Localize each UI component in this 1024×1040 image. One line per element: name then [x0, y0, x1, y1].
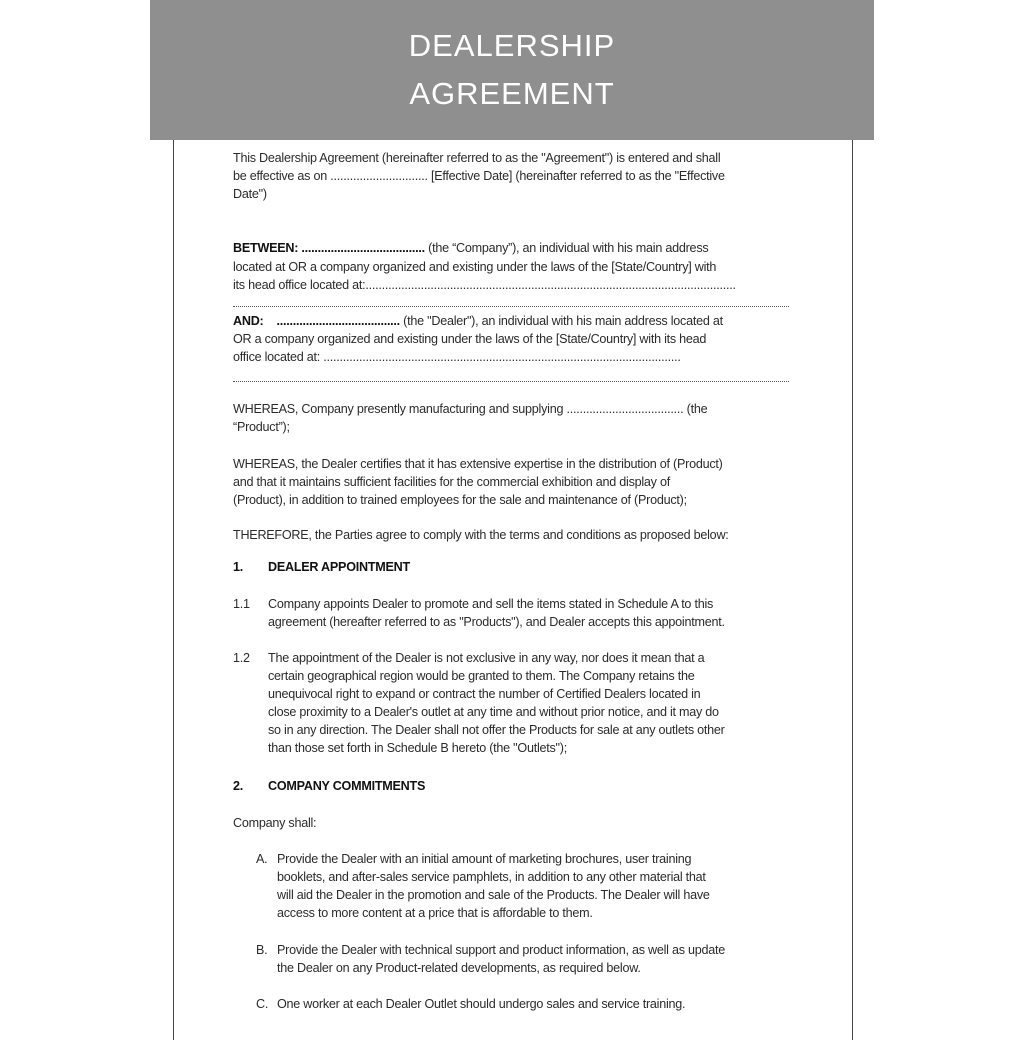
dotted-fill-line [233, 306, 789, 307]
line-text: access to more content at a price that is affordable to them. [277, 906, 593, 920]
bold-party-label: AND: ...................................... [233, 314, 400, 328]
line-text: One worker at each Dealer Outlet should undergo sales and service training. [277, 997, 686, 1011]
numbered-clause-line [256, 996, 685, 1012]
line-text: its head office located at:.................................................................................................................. [233, 278, 736, 292]
document-text-line [233, 259, 716, 275]
section-heading [233, 559, 410, 575]
line-text: Date") [233, 187, 267, 201]
line-text: COMPANY COMMITMENTS [268, 779, 426, 793]
title-line-2: AGREEMENT [409, 76, 615, 111]
document-text-line [233, 401, 707, 417]
clause-number: 1. [233, 560, 244, 574]
clause-number: C. [256, 997, 269, 1011]
line-text: Company appoints Dealer to promote and sell the items stated in Schedule A to this [268, 597, 714, 611]
document-text-line [233, 474, 670, 490]
document-text-line [233, 331, 706, 347]
document-text-line [268, 722, 725, 738]
line-text: be effective as on .............................. [Effective Date] (hereinafter referred to as the "Effective [233, 169, 725, 183]
line-text: WHEREAS, Company presently manufacturing and supplying .................................... (the [233, 402, 708, 416]
document-text-line [268, 614, 725, 630]
clause-number: 1.2 [233, 651, 250, 665]
line-text: (the “Company”), an individual with his main address [424, 241, 709, 255]
line-text: Provide the Dealer with an initial amount of marketing brochures, user training [277, 852, 692, 866]
document-text-line [268, 668, 694, 684]
section-heading [233, 778, 425, 794]
bold-party-label: BETWEEN: ...................................... [233, 241, 425, 255]
line-text: agreement (hereafter referred to as "Products"), and Dealer accepts this appointment. [268, 615, 725, 629]
document-text-line [233, 349, 681, 365]
line-text: than those set forth in Schedule B hereto (the "Outlets"); [268, 741, 567, 755]
document-text-line [277, 905, 593, 921]
title-line-1: DEALERSHIP [408, 28, 616, 63]
line-text: and that it maintains sufficient facilities for the commercial exhibition and display of [233, 475, 670, 489]
dotted-fill-line [233, 381, 789, 382]
line-text: THEREFORE, the Parties agree to comply with the terms and conditions as proposed below: [233, 528, 729, 542]
clause-number: 1.1 [233, 597, 250, 611]
document-text-line [268, 704, 719, 720]
clause-number: 2. [233, 779, 244, 793]
document-text-line [233, 313, 723, 329]
numbered-clause-line [256, 851, 691, 867]
clause-number: A. [256, 852, 268, 866]
line-text: This Dealership Agreement (hereinafter referred to as the "Agreement") is entered and shall [233, 151, 721, 165]
document-text-line [277, 869, 706, 885]
line-text: (the "Dealer"), an individual with his main address located at [399, 314, 723, 328]
line-text: OR a company organized and existing under the laws of the [State/Country] with its head [233, 332, 707, 346]
document-text-line [233, 419, 290, 435]
line-text: “Product”); [233, 420, 290, 434]
document-text-line [233, 527, 729, 543]
document-text-line [233, 240, 708, 256]
line-text: DEALER APPOINTMENT [268, 560, 410, 574]
line-text: Provide the Dealer with technical support and product information, as well as update [277, 943, 726, 957]
line-text: office located at: .............................................................................................................. [233, 350, 681, 364]
document-text-line [233, 168, 725, 184]
document-text-line [277, 960, 641, 976]
document-text-line [268, 686, 700, 702]
numbered-clause-line [233, 596, 713, 612]
line-text: the Dealer on any Product-related developments, as required below. [277, 961, 641, 975]
document-text-line [268, 740, 567, 756]
line-text: (Product), in addition to trained employees for the sale and maintenance of (Product); [233, 493, 687, 507]
line-text: booklets, and after-sales service pamphlets, in addition to any other material that [277, 870, 706, 884]
numbered-clause-line [256, 942, 725, 958]
document-text-line [233, 150, 720, 166]
document-text-line [233, 456, 723, 472]
line-text: unequivocal right to expand or contract the number of Certified Dealers located in [268, 687, 701, 701]
line-text: located at OR a company organized and existing under the laws of the [State/Country] with [233, 260, 717, 274]
line-text: close proximity to a Dealer's outlet at any time and without prior notice, and it may do [268, 705, 719, 719]
document-text-line [233, 186, 267, 202]
document-text-line [233, 277, 736, 293]
line-text: certain geographical region would be granted to them. The Company retains the [268, 669, 695, 683]
line-text: Company shall: [233, 816, 317, 830]
line-text: will aid the Dealer in the promotion and sale of the Products. The Dealer will have [277, 888, 710, 902]
line-text: so in any direction. The Dealer shall not offer the Products for sale at any outlets other [268, 723, 725, 737]
line-text: WHEREAS, the Dealer certifies that it has extensive expertise in the distribution of (Product) [233, 457, 723, 471]
title-banner [150, 0, 874, 140]
line-text: The appointment of the Dealer is not exclusive in any way, nor does it mean that a [268, 651, 705, 665]
clause-number: B. [256, 943, 268, 957]
document-text-line [277, 887, 710, 903]
document-text-line [233, 492, 687, 508]
document-text-line [233, 815, 316, 831]
numbered-clause-line [233, 650, 704, 666]
